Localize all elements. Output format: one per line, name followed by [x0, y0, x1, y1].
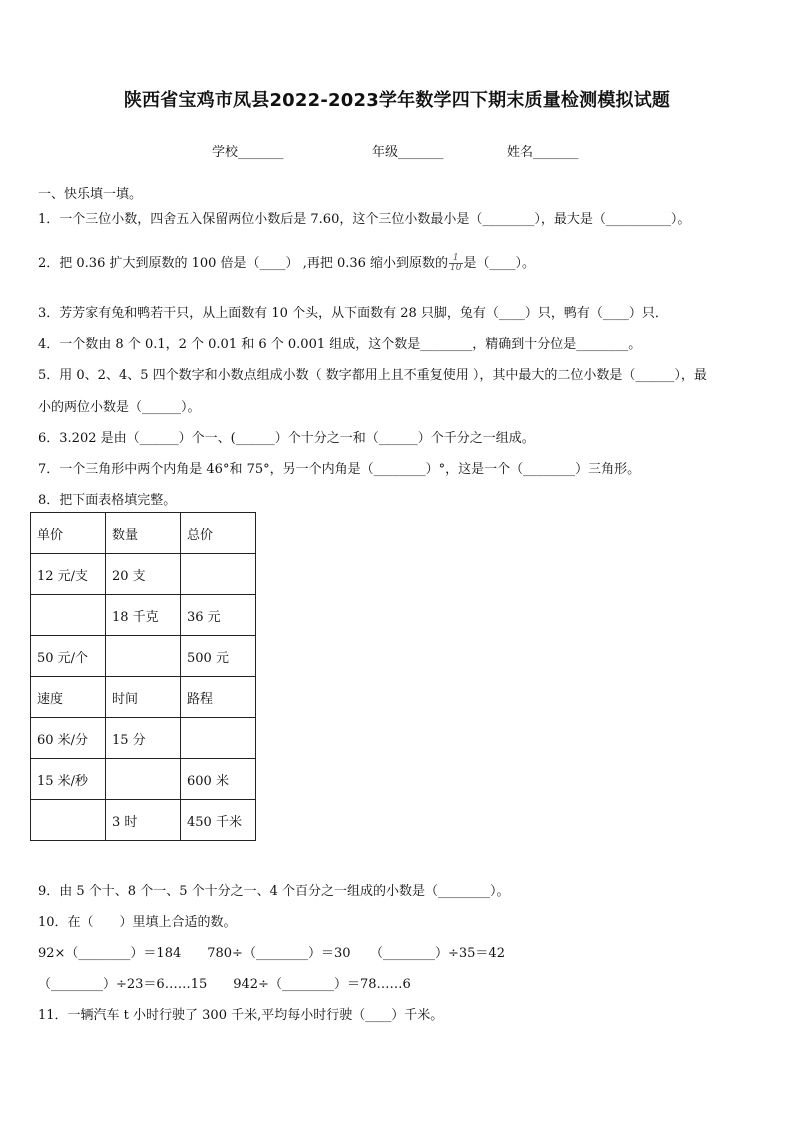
- table-row: [31, 636, 256, 677]
- price-quantity-table: [30, 512, 256, 841]
- table-row: [31, 677, 256, 718]
- school-field: 学校_______: [212, 145, 284, 160]
- table-cell: 60 米/分: [31, 718, 106, 759]
- table-row: [31, 513, 256, 554]
- table-cell: 15 米/秒: [31, 759, 106, 800]
- question-9: 9．由 5 个十、8 个一、5 个十分之一、4 个百分之一组成的小数是（________）。: [38, 884, 510, 899]
- table-cell: [31, 595, 106, 636]
- table-cell: 12 元/支: [31, 554, 106, 595]
- question-8: 8．把下面表格填完整。: [38, 493, 177, 508]
- question-6: 6．3.202 是由（______）个一、(______）个十分之一和（______）个千分之一组成。: [38, 431, 535, 446]
- name-field: 姓名_______: [507, 145, 579, 160]
- table-cell: 50 元/个: [31, 636, 106, 677]
- table-cell: 单价: [31, 513, 106, 554]
- table-cell: 3 时: [106, 800, 181, 841]
- table-cell: [106, 636, 181, 677]
- table-cell: [181, 554, 256, 595]
- table-cell: [31, 800, 106, 841]
- table-cell: 20 支: [106, 554, 181, 595]
- table-cell: 450 千米: [181, 800, 256, 841]
- table-cell: [181, 718, 256, 759]
- question-10: 10．在（ ）里填上合适的数。: [38, 915, 237, 930]
- question-4: 4．一个数由 8 个 0.1，2 个 0.01 和 6 个 0.001 组成，这个数是________，精确到十分位是________。: [38, 337, 642, 352]
- section-heading: 一、快乐填一填。: [38, 187, 143, 202]
- question-10-row-2: （________）÷23＝6……15 942÷（________）＝78……6: [38, 977, 411, 992]
- question-7: 7．一个三角形中两个内角是 46°和 75°，另一个内角是（________）°，这是一个（________）三角形。: [38, 462, 641, 477]
- question-11: 11．一辆汽车 t 小时行驶了 300 千米,平均每小时行驶（____）千米。: [38, 1008, 444, 1023]
- table-row: [31, 595, 256, 636]
- question-3: 3．芳芳家有兔和鸭若干只，从上面数有 10 个头，从下面数有 28 只脚，兔有（____）只，鸭有（____）只．: [38, 306, 668, 321]
- question-2-text-after: 是（____）。: [463, 256, 536, 271]
- table-cell: 总价: [181, 513, 256, 554]
- question-2-text-before: 2．把 0.36 扩大到原数的 100 倍是（____） ,再把 0.36 缩小到原数的: [38, 256, 449, 271]
- table-row: [31, 800, 256, 841]
- table-cell: 36 元: [181, 595, 256, 636]
- table-row: [31, 718, 256, 759]
- table-cell: 500 元: [181, 636, 256, 677]
- table-cell: [106, 759, 181, 800]
- fraction-numerator: 1: [449, 254, 462, 264]
- grade-field: 年级_______: [372, 145, 444, 160]
- table-row: [31, 759, 256, 800]
- table-cell: 600 米: [181, 759, 256, 800]
- page-title: 陕西省宝鸡市凤县2022-2023学年数学四下期末质量检测模拟试题: [123, 90, 671, 111]
- fraction-one-tenth: [449, 254, 462, 273]
- question-10-row-1: 92×（________）＝184 780÷（________）＝30 （________）÷35＝42: [38, 946, 505, 961]
- question-5-line-1: 5．用 0、2、4、5 四个数字和小数点组成小数（ 数字都用上且不重复使用 ），其中最大的二位小数是（______），最: [38, 368, 707, 383]
- table-cell: 15 分: [106, 718, 181, 759]
- table-cell: 18 千克: [106, 595, 181, 636]
- question-5-line-2: 小的两位小数是（______）。: [38, 400, 201, 415]
- fraction-denominator: 10: [450, 263, 462, 273]
- table-cell: 速度: [31, 677, 106, 718]
- question-1: 1．一个三位小数，四舍五入保留两位小数后是 7.60，这个三位小数最小是（________），最大是（__________）。: [38, 212, 691, 227]
- table-row: [31, 554, 256, 595]
- table-cell: 数量: [106, 513, 181, 554]
- table-cell: 路程: [181, 677, 256, 718]
- question-2: [38, 252, 535, 273]
- table-cell: 时间: [106, 677, 181, 718]
